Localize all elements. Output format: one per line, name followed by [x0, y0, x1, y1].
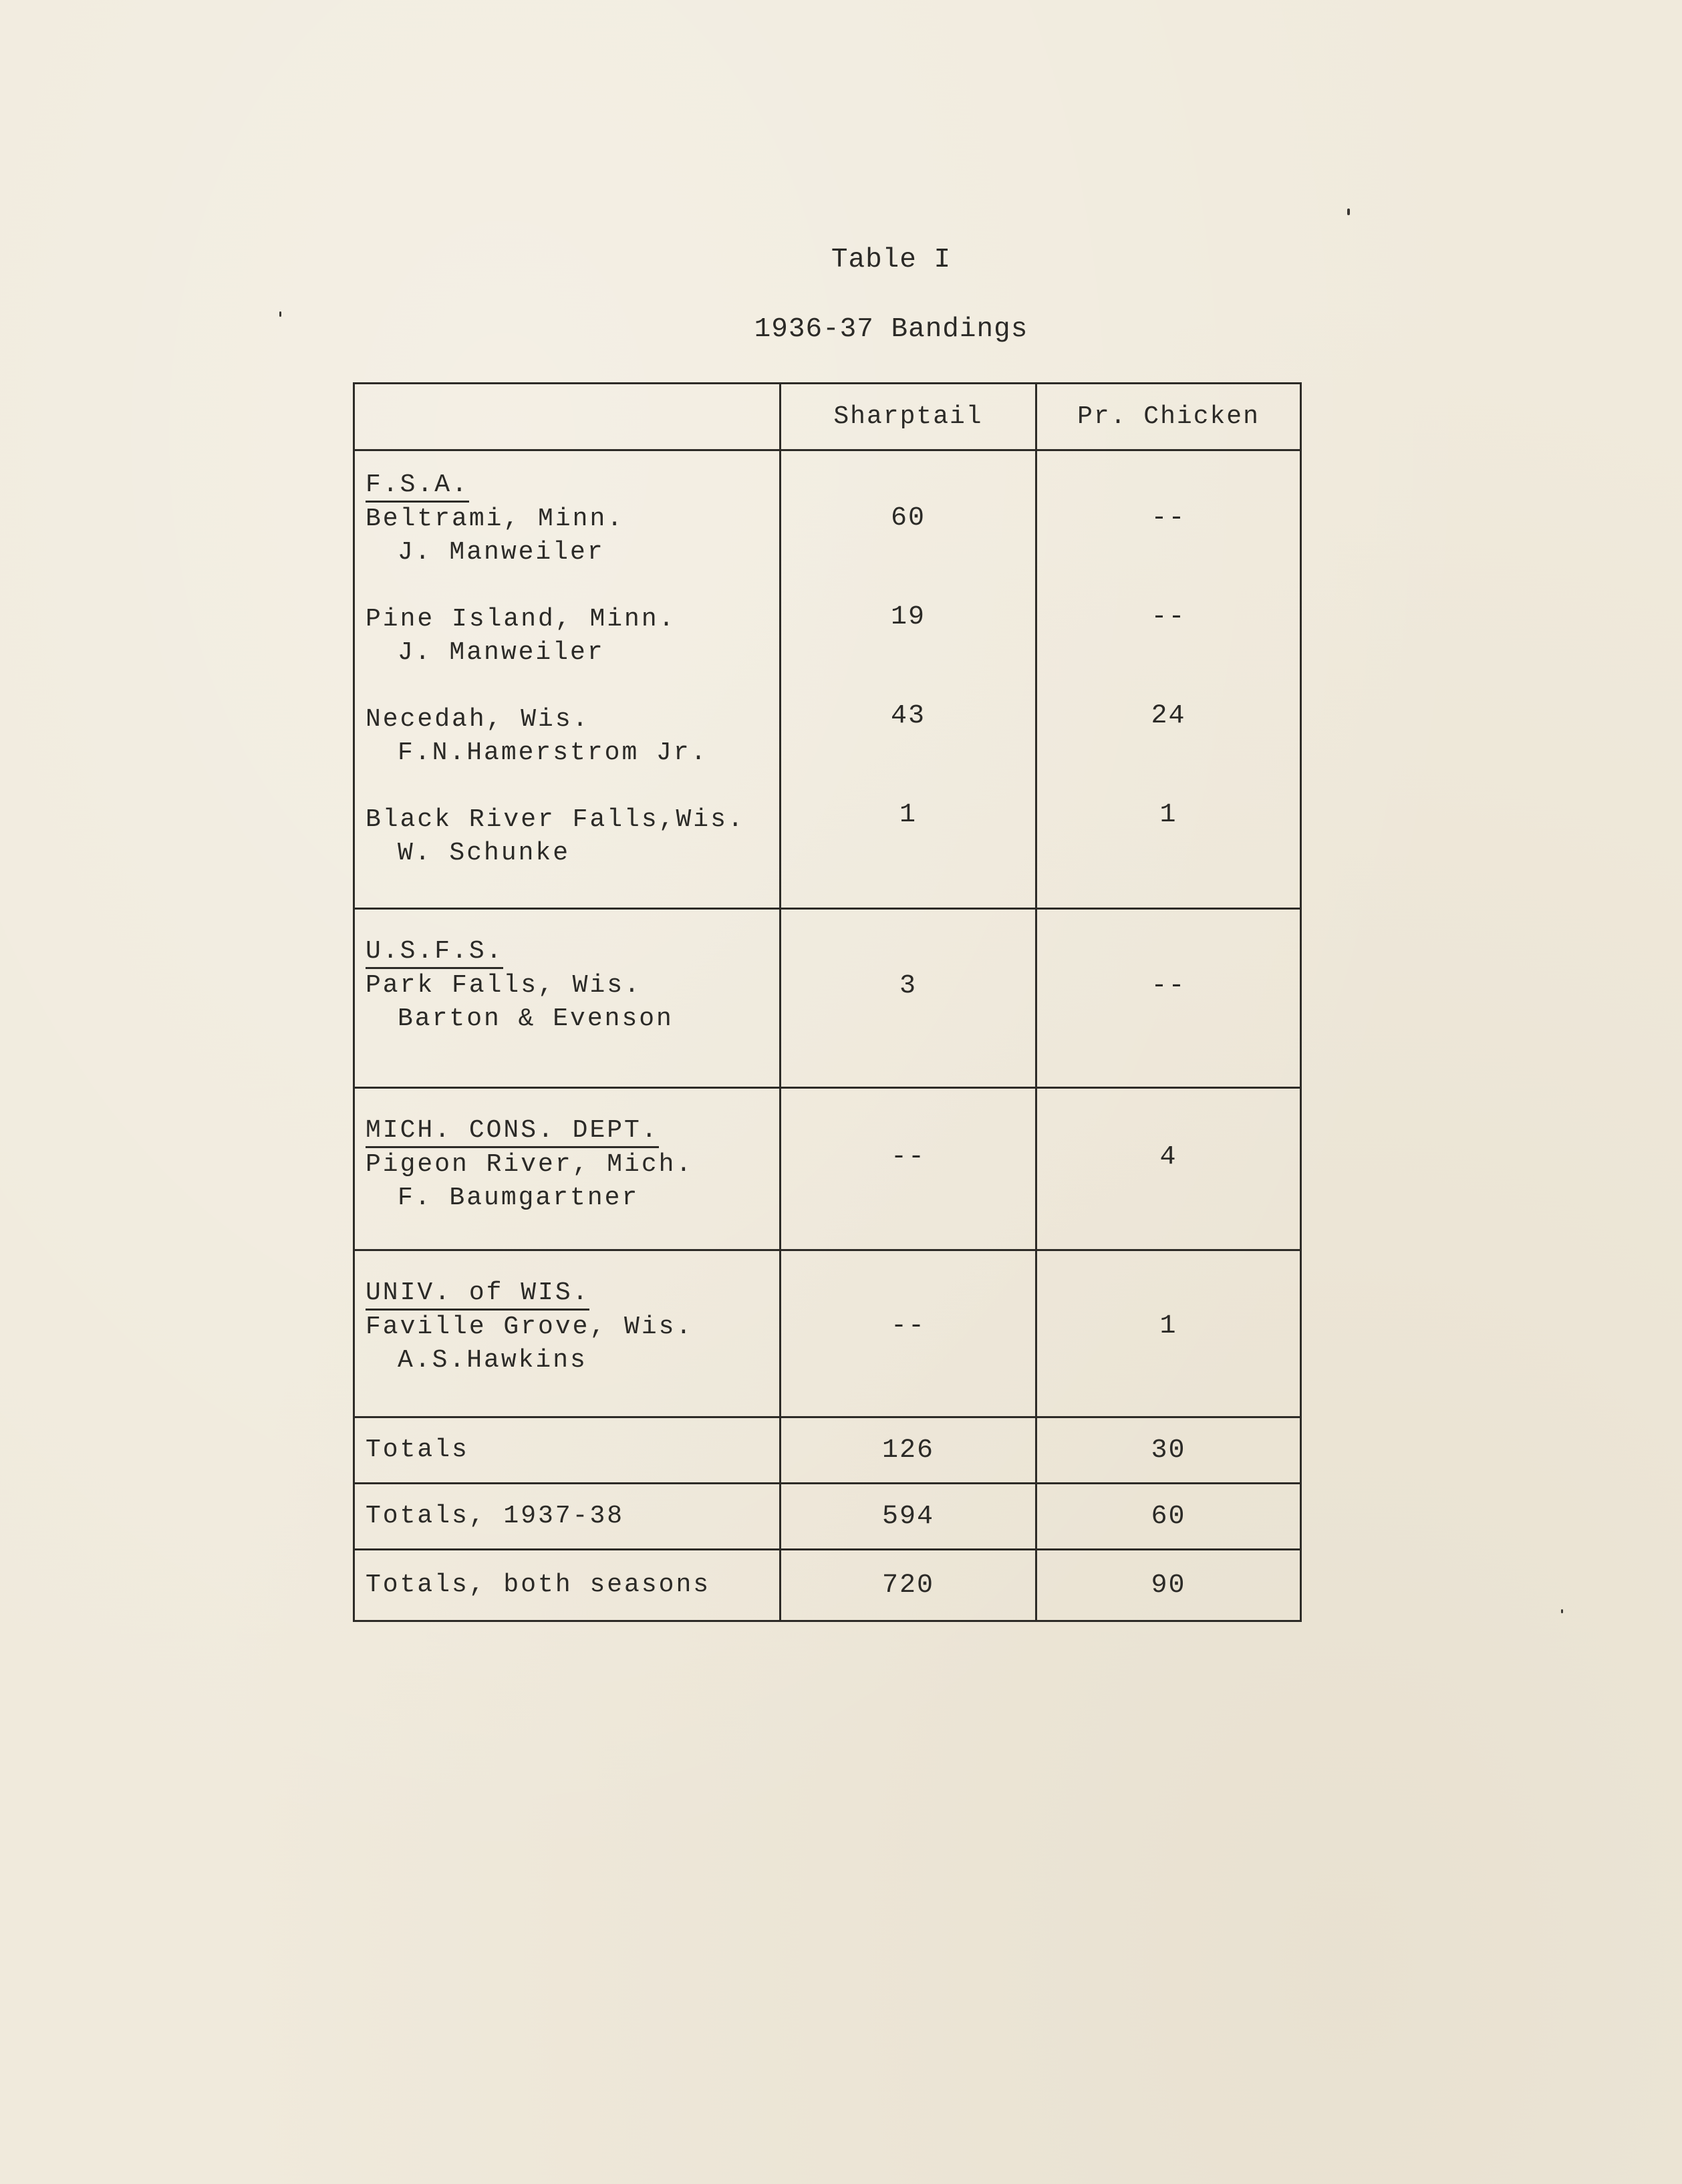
- group-univ-chicken: [1037, 1251, 1300, 1416]
- sharptail-value: 43: [890, 701, 926, 731]
- location-label: Pigeon River, Mich.: [366, 1150, 694, 1179]
- person-label: W. Schunke: [398, 839, 571, 867]
- paper-speck: [279, 311, 281, 317]
- totals-sharptail: 126: [781, 1418, 1037, 1482]
- sharptail-value: 3: [899, 971, 917, 1001]
- group-univ-sharptail: [781, 1251, 1037, 1416]
- sharptail-value: 19: [890, 602, 926, 632]
- totals-chicken: 30: [1151, 1435, 1186, 1466]
- totals-row: [355, 1418, 1300, 1484]
- header-cell-sharptail: Sharptail: [781, 384, 1037, 449]
- location-label: Black River Falls,Wis.: [366, 805, 745, 834]
- sharptail-value: --: [890, 1142, 926, 1172]
- totals-both-seasons-chicken: 90: [1151, 1570, 1186, 1601]
- chicken-value: 24: [1151, 701, 1186, 731]
- sharptail-value: 60: [890, 503, 926, 533]
- person-label: J. Manweiler: [398, 538, 605, 567]
- location-label: Necedah, Wis.: [366, 705, 590, 734]
- sharptail-value: --: [890, 1311, 926, 1341]
- chicken-value: 1: [1159, 1311, 1177, 1341]
- location-label: Park Falls, Wis.: [366, 971, 642, 1000]
- table-subtitle: 1936-37 Bandings: [754, 314, 1028, 345]
- person-label: F.N.Hamerstrom Jr.: [398, 738, 708, 767]
- totals-label: Totals: [366, 1436, 469, 1464]
- location-label: Pine Island, Minn.: [366, 605, 676, 634]
- group-fsa-sharptail: [781, 451, 1037, 908]
- totals-1937-38-label: Totals, 1937-38: [366, 1502, 625, 1530]
- paper-speck: [1561, 1609, 1563, 1613]
- agency-label: MICH. CONS. DEPT.: [366, 1115, 659, 1148]
- location-label: Beltrami, Minn.: [366, 505, 625, 533]
- agency-label: U.S.F.S.: [366, 936, 503, 969]
- group-mich-chicken: [1037, 1089, 1300, 1249]
- totals-1937-38-row: [355, 1484, 1300, 1550]
- paper-speck: [1347, 209, 1350, 215]
- header-cell-blank: [355, 384, 781, 449]
- chicken-value: --: [1151, 503, 1186, 533]
- totals-1937-38-sharptail: 594: [781, 1484, 1037, 1548]
- group-usfs-labels: [355, 910, 781, 1087]
- group-mich-cons-dept: [355, 1089, 1300, 1251]
- location-label: Faville Grove, Wis.: [366, 1313, 694, 1341]
- bandings-table: [353, 382, 1302, 1622]
- person-label: F. Baumgartner: [398, 1184, 640, 1212]
- group-mich-sharptail: [781, 1089, 1037, 1249]
- totals-both-seasons-label: Totals, both seasons: [366, 1571, 711, 1599]
- person-label: J. Manweiler: [398, 638, 605, 667]
- chicken-value: 4: [1159, 1142, 1177, 1172]
- group-univ-labels: [355, 1251, 781, 1416]
- person-label: Barton & Evenson: [398, 1004, 674, 1033]
- group-fsa-chicken: [1037, 451, 1300, 908]
- chicken-value: --: [1151, 971, 1186, 1001]
- header-cell-prairie-chicken: Pr. Chicken: [1077, 402, 1260, 431]
- sharptail-value: 1: [899, 800, 917, 830]
- table-title: Table I: [831, 245, 952, 275]
- person-label: A.S.Hawkins: [398, 1346, 587, 1375]
- totals-both-seasons-sharptail: 720: [781, 1550, 1037, 1620]
- group-fsa: [355, 451, 1300, 910]
- table-header-row: [355, 384, 1300, 451]
- agency-label: F.S.A.: [366, 470, 469, 503]
- group-usfs: [355, 910, 1300, 1089]
- chicken-value: 1: [1159, 800, 1177, 830]
- group-usfs-chicken: [1037, 910, 1300, 1087]
- chicken-value: --: [1151, 602, 1186, 632]
- group-univ-of-wis: [355, 1251, 1300, 1418]
- group-mich-labels: [355, 1089, 781, 1249]
- group-fsa-labels: [355, 451, 781, 908]
- totals-1937-38-chicken: 60: [1151, 1501, 1186, 1532]
- agency-label: UNIV. of WIS.: [366, 1278, 589, 1311]
- totals-both-seasons-row: [355, 1550, 1300, 1620]
- group-usfs-sharptail: [781, 910, 1037, 1087]
